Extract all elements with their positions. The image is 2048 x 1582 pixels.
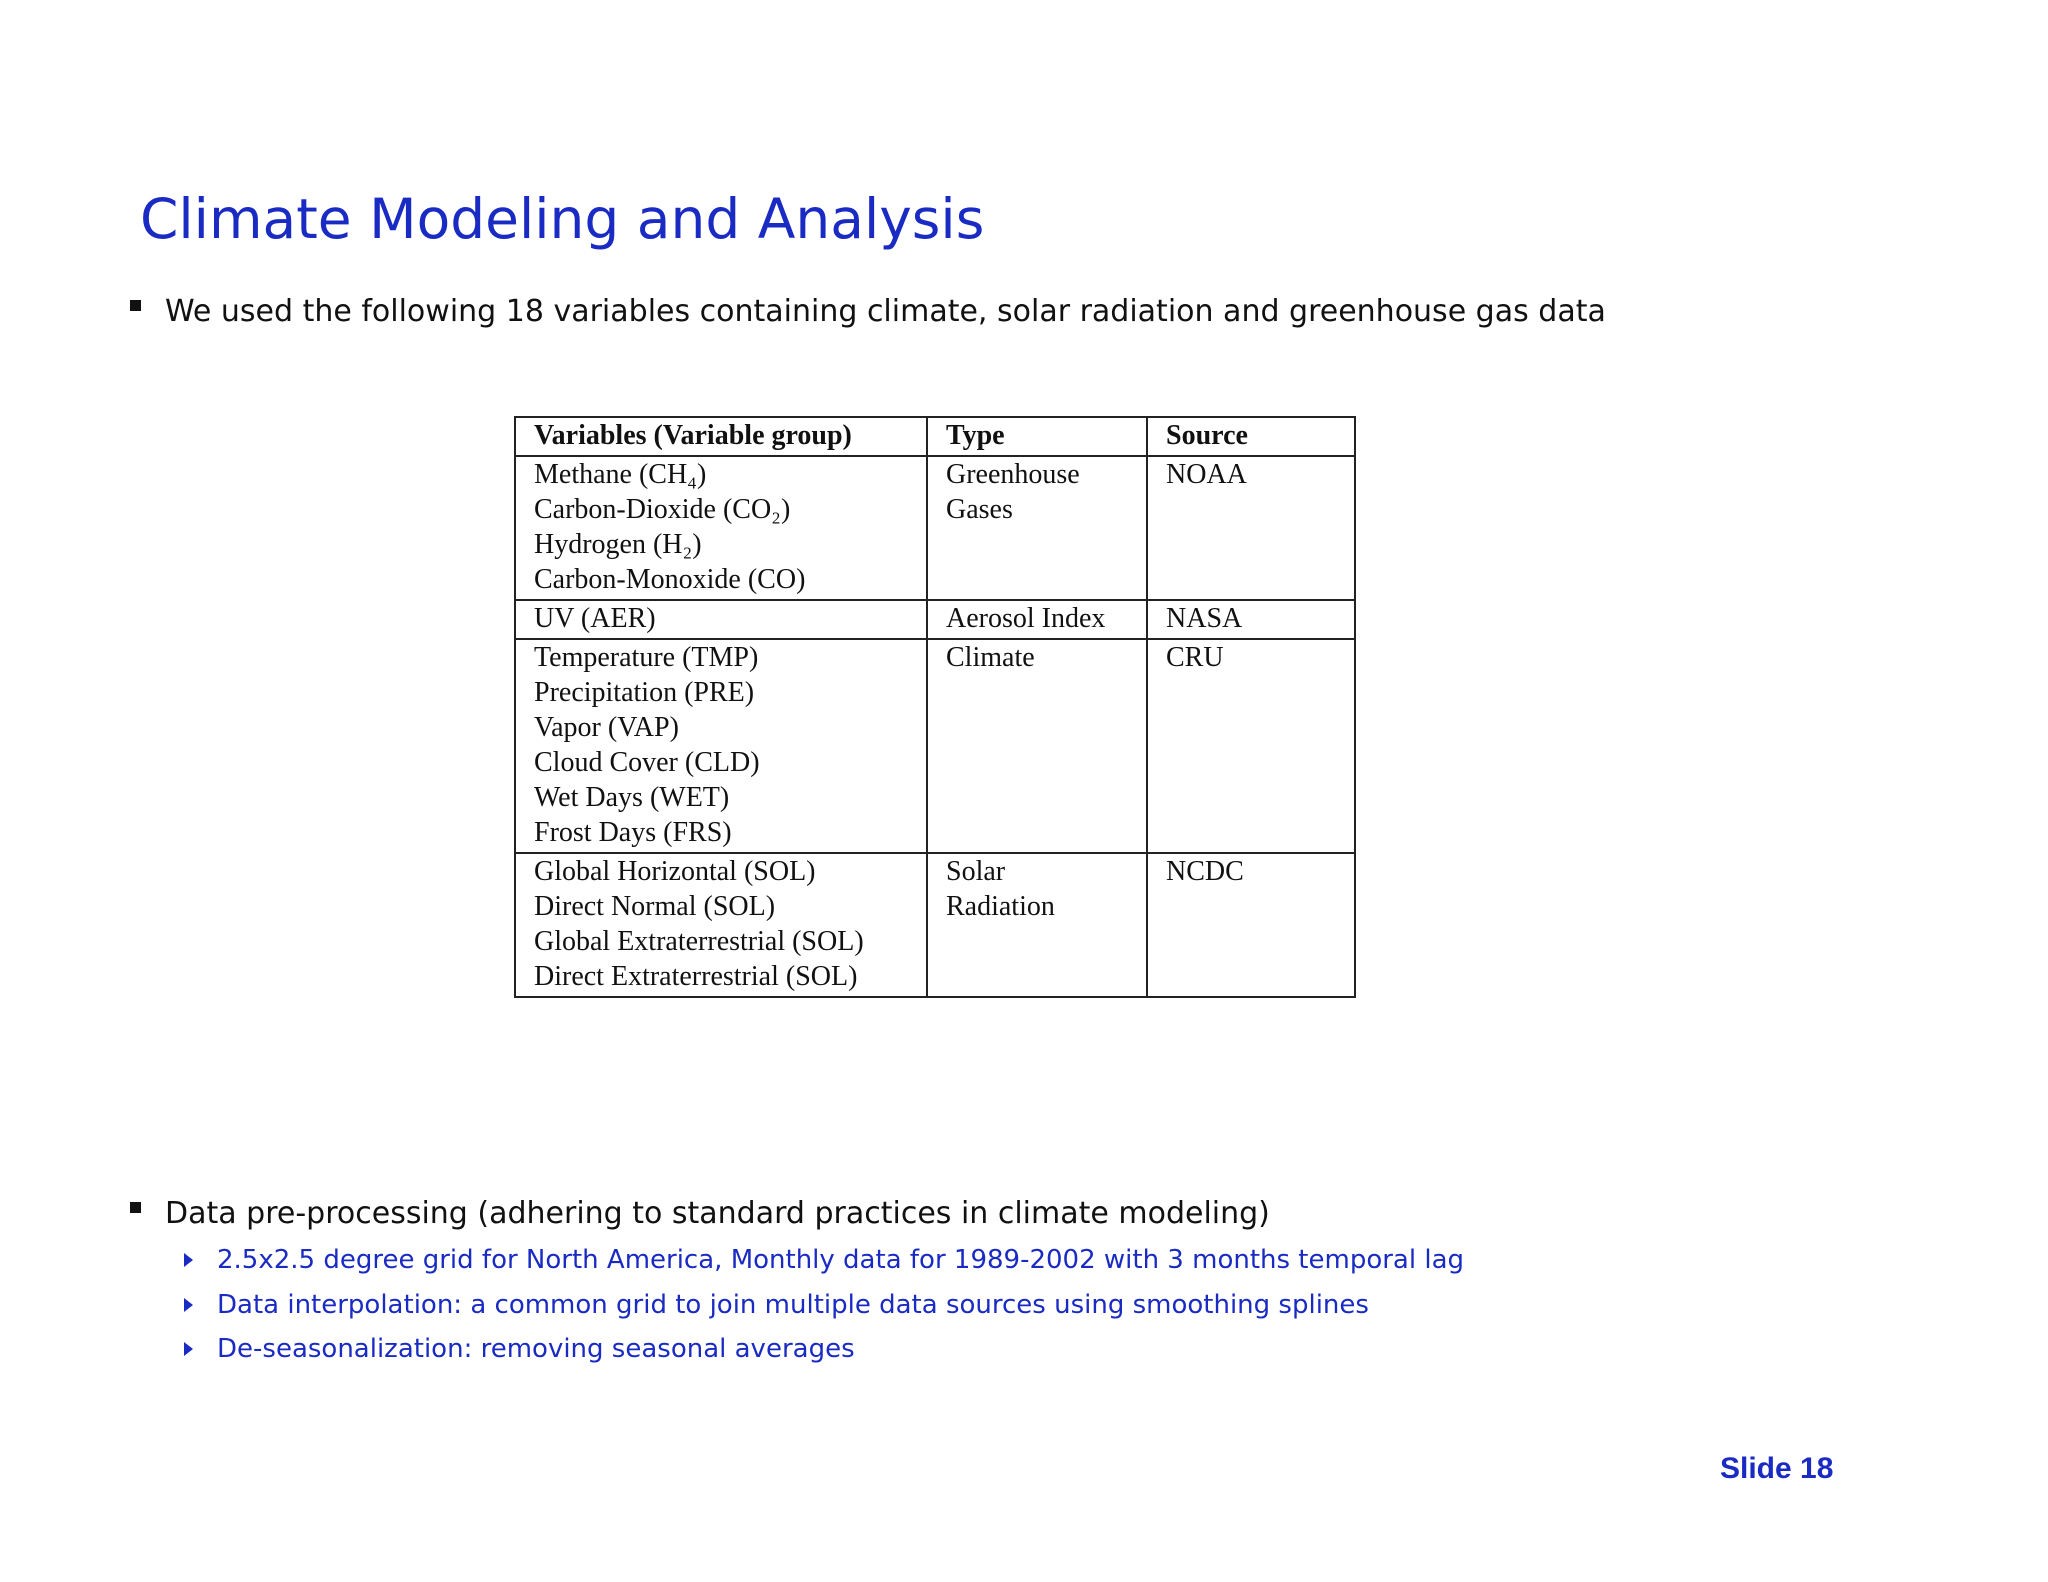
type-text: Climate <box>946 642 1035 673</box>
variable-name: Wet Days (WET) <box>534 782 730 813</box>
triangle-bullet-icon <box>184 1342 193 1356</box>
table-header-row <box>515 417 1355 456</box>
sub-bullet-text: Data interpolation: a common grid to join multiple data sources using smoothing splines <box>217 1290 1369 1320</box>
bullet-text: We used the following 18 variables containing climate, solar radiation and greenhouse gas data <box>165 294 1606 329</box>
type-text: Solar <box>946 856 1006 887</box>
variable-name: Methane (CH₄) <box>534 459 707 490</box>
sub-bullet-text: De-seasonalization: removing seasonal averages <box>217 1334 855 1364</box>
type-cell <box>927 600 1147 639</box>
type-cell <box>927 853 1147 997</box>
type-text: Aerosol Index <box>946 603 1106 634</box>
variables-cell <box>515 853 927 997</box>
variable-name: Global Horizontal (SOL) <box>534 856 816 887</box>
source-cell: NOAA <box>1147 456 1355 600</box>
sub-bullet <box>184 1290 1369 1320</box>
variable-name: Vapor (VAP) <box>534 712 679 743</box>
variables-table <box>514 416 1356 998</box>
table-row <box>515 639 1355 853</box>
triangle-bullet-icon <box>184 1298 193 1312</box>
bullet-preprocessing <box>130 1196 1270 1231</box>
type-cell <box>927 639 1147 853</box>
bullet-text: Data pre-processing (adhering to standard practices in climate modeling) <box>165 1196 1270 1231</box>
variable-name: Carbon-Monoxide (CO) <box>534 564 806 595</box>
source-cell: NASA <box>1147 600 1355 639</box>
source-cell: NCDC <box>1147 853 1355 997</box>
bullet-variables <box>130 294 1606 329</box>
type-text: Gases <box>946 494 1013 525</box>
variable-name: Temperature (TMP) <box>534 642 759 673</box>
variable-name: Hydrogen (H₂) <box>534 529 702 560</box>
variable-name: Cloud Cover (CLD) <box>534 747 760 778</box>
sub-bullet <box>184 1334 855 1364</box>
type-text: Radiation <box>946 891 1055 922</box>
table-row <box>515 456 1355 600</box>
header-type: Type <box>927 417 1147 456</box>
header-variables: Variables (Variable group) <box>515 417 927 456</box>
type-cell <box>927 456 1147 600</box>
variable-name: Direct Extraterrestrial (SOL) <box>534 961 858 992</box>
sub-bullet <box>184 1245 1464 1275</box>
variables-cell <box>515 639 927 853</box>
variable-name: Direct Normal (SOL) <box>534 891 776 922</box>
triangle-bullet-icon <box>184 1253 193 1267</box>
variable-name: Frost Days (FRS) <box>534 817 732 848</box>
variables-cell <box>515 600 927 639</box>
header-source: Source <box>1147 417 1355 456</box>
square-bullet-icon <box>130 1202 141 1213</box>
square-bullet-icon <box>130 300 141 311</box>
variable-name: Carbon-Dioxide (CO₂) <box>534 494 791 525</box>
slide-number: Slide 18 <box>1720 1452 1834 1485</box>
type-text: Greenhouse <box>946 459 1080 490</box>
variable-name: Precipitation (PRE) <box>534 677 755 708</box>
source-cell: CRU <box>1147 639 1355 853</box>
table-row <box>515 853 1355 997</box>
sub-bullet-text: 2.5x2.5 degree grid for North America, Monthly data for 1989-2002 with 3 months temporal lag <box>217 1245 1465 1275</box>
variable-name: UV (AER) <box>534 603 656 634</box>
variables-cell <box>515 456 927 600</box>
table-row <box>515 600 1355 639</box>
variable-name: Global Extraterrestrial (SOL) <box>534 926 864 957</box>
slide-title: Climate Modeling and Analysis <box>140 187 985 251</box>
